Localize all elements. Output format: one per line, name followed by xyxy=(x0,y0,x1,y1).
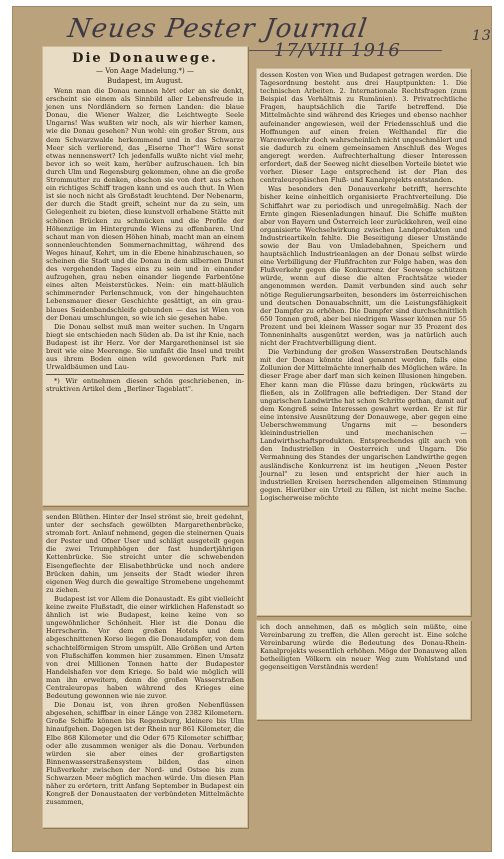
paragraph: dessen Kosten von Wien und Budapest getragen werden. Die Tagesordnung besteht aus drei Hauptpunkten: 1. Die technischen Arbeiten. 2. Internationale Rechtsfragen (zum Beispiel das Verhältnis zu Rumänien). 3. Privatrechtliche Fragen, hauptsächlich die Tarife betreffend. Die Mittelmächte sind während des Krieges und ebenso nachher aufeinander angewiesen, weil der Friedensschluß und die Hoffnungen auf einen freien Welthandel für die Warenwerkehr doch wahrscheinlich nicht ungeschmälert und sie dadurch zu einem gemeinsamen Anschluß des Weges angeregt werden. Aufrechterhaltung dieser Interessen erfordert, daß der Seeweg nicht dieselben Vorteile bietet wie vorher. Dieser Lage entsprechend ist der Plan des centraleuropäischen Fluß- und Kanalprojekts entstanden. xyxy=(260,71,467,185)
paragraph: Die Donau ist, von ihren großen Nebenflüssen abgesehen, schiffbar in einer Länge von 2382 Kilometern. Große Schiffe können bis Regensburg, kleinere bis Ulm hinaufgehen. Dagegen ist der Rhein nur 861 Kilometer, die Elbe 868 Kilometer und die Oder 675 Kilometer schiffbar, oder alle zusammen weniger als die Donau. Verbunden würden sie aber eines der großartigsten Binnenwasserstraßensystem bilden, das einen Flußverkehr zwischen der Nord- und Ostsee bis zum Schwarzen Meer möglich machen würde. Um diesen Plan näher zu erörtern, tritt Anfang September in Budapest ein Kongreß der Donaustaaten der verbündeten Mittelmächte zusammen, xyxy=(46,701,245,807)
footnote: *) Wir entnehmen diesen schön geschriebenen, instruktiven Artikel dem „Berliner Tageblatt". xyxy=(46,377,244,394)
footnote-divider xyxy=(46,374,244,375)
paragraph: Budapest ist vor Allem die Donaustadt. Es gibt vielleicht keine zweite Flußstadt, die einer wirklichen Hafenstadt so ähnlich ist wie Budapest, keine keine von so ungewöhnlicher Schönheit. Hier ist die Donau die Herrscherin. Vor dem großen Hotels und dem abgeschnittenen Korso liegen die Donaudampfer, von dem schachtelförmigen Strom umspült. Alle Größen und Arten von Flußschiffen kommen hier zusammen. Einen Umsatz von drei Millionen Tonnen hatte der Budapester Handelshafen vor dem Kriege. So bald wie möglich will man ihn erweitern, denn die großen Wasserstraßen Centraleuropas haben während des Krieges eine Bedeutung gewonnen wie nie zuvor. xyxy=(46,594,244,701)
paragraph: Wenn man die Donau nennen hört oder an sie denkt, erscheint sie einem als Sinnbild aller Lebensfreude in jenen uns Nordländern so fernen Landen: die blaue Donau, die Wiener Walzer, die Leichtwegte Seele Ungarns! Was wußten wir noch, als wir hierher kamen, wie die Donau gesehen? Nun wohl: ein großer Strom, aus dem Schwarzwalde herkommend und in das Schwarze Meer sich verlierend, das „Eiserne Thor"! Wäre sonst etwas nennenswert? Ich jedenfalls wußte nicht viel mehr, bevor ich so weit kam, herüber aufzuschauen. Ich bin durch Ulm und Regensburg gekommen, ohne an die große Strommutter zu denken, obschon sie von dort aus schon ein richtiges Schiff tragen kann und es auch thut. In Wien ist sie noch nicht als Großstadt leuchtend. Der Nebenarm, der durch die Stadt greift, scheint nur da zu sein, um Gelegenheit zu bieten, diese kunstvoll erhabene Stätte mit schönen Brücken zu schmücken und die Profile der Höhenzüge im Hintergrunde Wiens zu offenbaren. Und schaut man von diesen Höhen hinab, macht man an einem sonnenleuchtenden Sommernachmittag, während des Weges hinauf, Kehrt, um in die Ebene hinabzuschauen, so scheinen die Stadt und die Donau in dem silbernen Dunst des vergehenden Tages eins zu sein und in einander aufzugehen, grau neben einander liegende Farbentöne eines alten Meisterstückes. Nein: ein matt-bläulich schimmernder Perlenschmuck, von der hingehauchten Lebensmauer dieser Geschichte gesättigt, an ein grau-blaues Seidenbandschleife gebunden — das ist Wien von der Donau umschlungen, so wie ich sie gesehen habe. xyxy=(46,87,244,322)
handwritten-page-number: 13 xyxy=(472,28,492,44)
article-byline: — Von Aage Madelung.*) — xyxy=(95,67,195,75)
paragraph: Was besonders den Donauverkehr betrifft, herrschte bisher keine einheitlich organisierte Frachtverteilung. Die Schiffahrt war zu periodisch und unregelmäßig. Nach der Ernte gingen Riesenladungen hinauf. Die Schiffe mußten aber von Bayern und Österreich leer zurückkehren, weil eine organisierte Wechselwirkung zwischen Landprodukten und Industrieartikeln fehlte. Die Beseitigung dieser Umstände sowie der Bau von Umladebahnen, Speichern und hauptsächlich Industrieanlagen an der Donau selbst würde eine Verbilligung der Flußfrachten zur Folge haben, was den Flußverkehr gegen die Konkurrenz der Seewege schützen würde, wenn auf diese die alten Frachtsätze wieder angenommen werden. Damit verbunden sind auch sehr nötige Regulierungsarbeiten, besonders im österreichischen und deutschen Donauabschnitt, um die Leistungsfähigkeit der Dampfer zu erhöhen. Die Dampfer sind durchschnittlich 650 Tonnen groß, aber bei niedrigem Wasser können nur 55 Prozent und bei kleinem Wasser sogar nur 35 Prozent des Tonneninhalts ausgenützt werden, was ja natürlich auch nicht der Frachtverbilligung dient. xyxy=(260,185,467,348)
clipping-column-2-top xyxy=(256,68,471,616)
clipping-column-1-top xyxy=(42,46,248,506)
paragraph: Die Verbindung der großen Wasserstraßen Deutschlands mit der Donau könnte ideal genannt werden, falls eine Zollunion der Mittelmächte innerhalb des Möglichen wäre. In dieser Frage aber darf man sich keinen Illusionen hingeben. Eher kann man die Flüsse dazu bringen, rückwärts zu fließen, als in Zollfragen alle befriedigen. Der Stand der ungarischen Landwirthe hat schon Schritte gethan, damit auf dem Kongreß seine Interessen gewahrt werden. Er ist für eine intensive Ausnützung der Donauwege, aber gegen eine Ueberschwemmung Ungarns mit — besonders kleinindustriellen und mechanischen — Landwirthschaftsprodukten. Entsprechendes gilt auch von den Industriellen in Oesterreich und Ungarn. Die Vermahnung des Standes der ungarischen Landwirthe gegen ausländische Konkurrenz ist im heutigen „Neuen Pester Journal" zu lesen und entspricht der hier auch in industriellen Kreisen herrschenden allgemeinen Stimmung gegen. Hierüber ein Urteil zu fällen, ist nicht meine Sache. Logischerweise möchte xyxy=(260,348,467,502)
paragraph: Die Donau selbst muß man weiter suchen. In Ungarn biegt sie entschieden nach Süden ab. Da ist ihr Knie, nach Budapest ist ihr Herz. Vor der Margaretheninsel ist sie breit wie eine Meerenge. Sie umfaßt die Insel und treibt aus ihrem Boden einen wild gewordenen Park mit Urwaldbäumen und Lau- xyxy=(46,322,244,372)
handwritten-newspaper-name: Neues Pester Journal xyxy=(65,14,370,44)
article-dateline: Budapest, im August. xyxy=(106,77,184,85)
clipping-column-1-bottom xyxy=(42,510,248,828)
clipping-column-2-bottom xyxy=(256,620,471,720)
handwritten-date: 17/VIII 1916 xyxy=(274,40,401,61)
paragraph: senden Blüthen. Hinter der Insel strömt sie, breit gedehnt, unter der sechsfach gewölbten Margarethenbrücke, stromab fort. Anlauf nehmend, gegen die steinernen Quais der Pester und Ofner User und schlägt ausgeteilt gegen die zwei Triumphbögen der fast hundertjährigen Kettenbrücke. Sie streicht unter die schwebenden Eisengeflechte der Elisabethbrücke und noch andere Brücken dahin, um jenseits der Stadt wieder ihren eigenen Weg durch die gewaltige Stromebene ungehemmt zu ziehen. xyxy=(46,513,244,594)
article-headline: Die Donauwege. xyxy=(72,51,218,66)
paragraph: ich doch annehmen, daß es möglich sein müßte, eine Vereinbarung zu treffen, die Allen gerecht ist. Eine solche Vereinbarung würde die Bedeutung des Donau-Rhein-Kanalprojekts wesentlich erhöhen. Möge der Donauweg allen betheiligten Völkern ein neuer Weg zum Wohlstand und gegenseitigen Verständnis werden! xyxy=(260,623,467,672)
